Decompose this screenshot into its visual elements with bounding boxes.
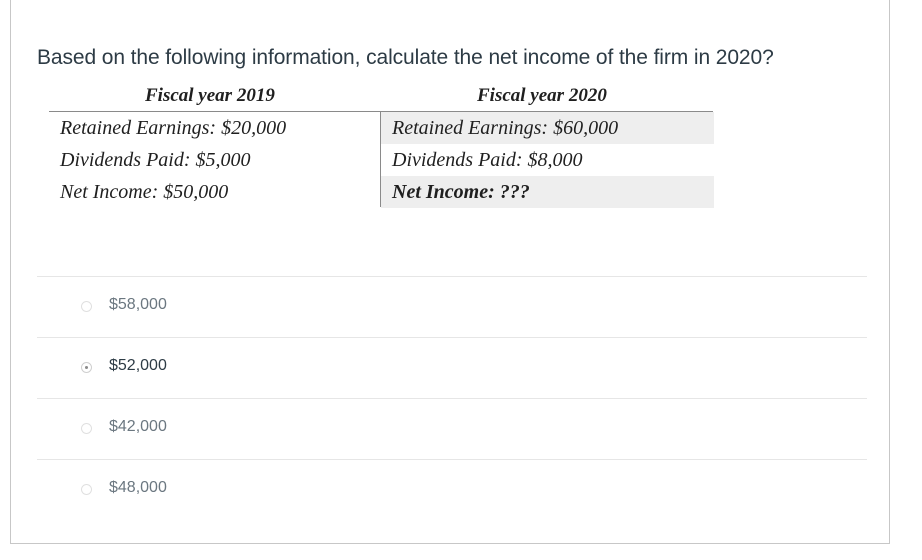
net-income-2020: Net Income: ??? (381, 176, 714, 208)
answer-option-label[interactable]: $58,000 (109, 296, 167, 313)
radio-button-unselected-icon[interactable] (81, 423, 92, 434)
retained-earnings-2019: Retained Earnings: $20,000 (60, 117, 287, 139)
radio-button-unselected-icon[interactable] (81, 301, 92, 312)
answer-option-label[interactable]: $48,000 (109, 479, 167, 496)
answer-option-1[interactable] (37, 276, 867, 336)
radio-button-selected-icon[interactable] (81, 362, 92, 373)
answer-option-label[interactable]: $42,000 (109, 418, 167, 435)
retained-earnings-2020: Retained Earnings: $60,000 (381, 112, 714, 144)
fiscal-year-2020-column (380, 112, 714, 207)
table-header-row (49, 82, 713, 112)
answer-option-3[interactable] (37, 398, 867, 458)
question-text: Based on the following information, calculate the net income of the firm in 2020? (37, 46, 774, 69)
header-fiscal-year-2020: Fiscal year 2020 (477, 85, 607, 106)
answer-option-label[interactable]: $52,000 (109, 357, 167, 374)
answer-option-2[interactable] (37, 337, 867, 397)
radio-button-unselected-icon[interactable] (81, 484, 92, 495)
dividends-paid-2020: Dividends Paid: $8,000 (392, 149, 583, 171)
header-fiscal-year-2019: Fiscal year 2019 (145, 85, 275, 106)
net-income-2019: Net Income: $50,000 (60, 181, 229, 203)
answer-option-4[interactable] (37, 459, 867, 519)
dividends-paid-2019: Dividends Paid: $5,000 (60, 149, 251, 171)
question-card (10, 0, 890, 544)
fiscal-year-2019-column (49, 112, 380, 208)
